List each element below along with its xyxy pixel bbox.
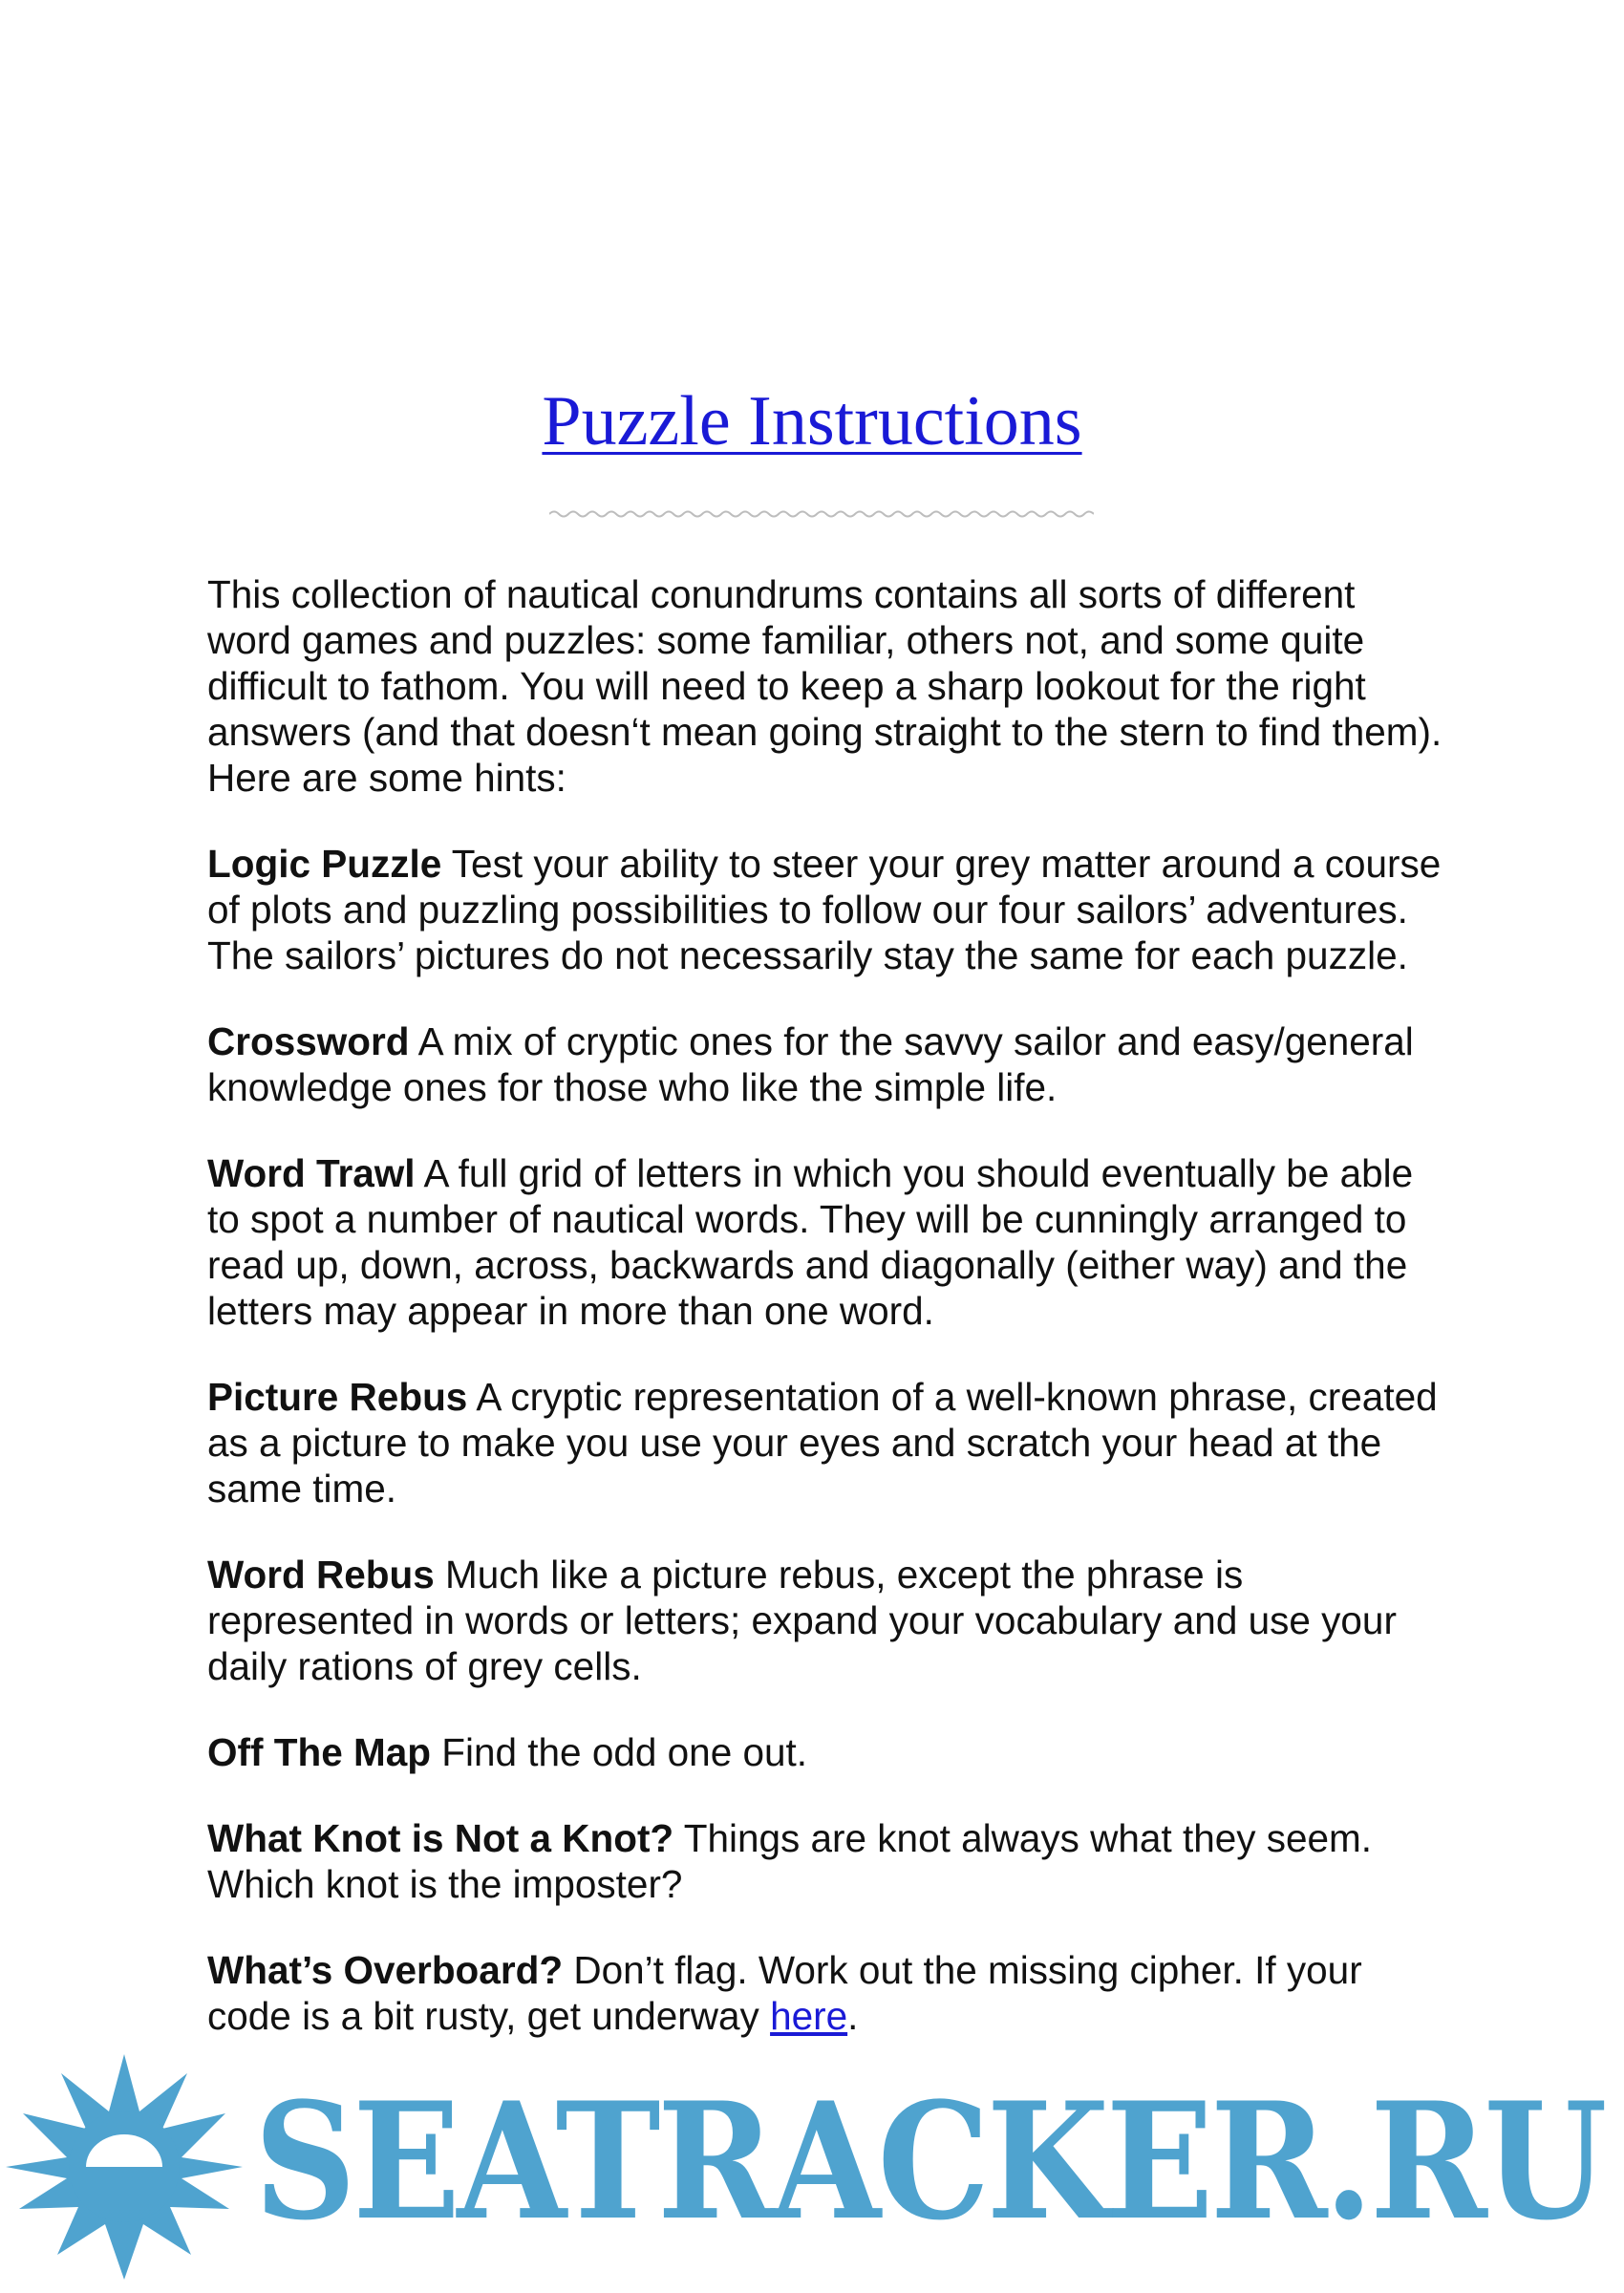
sun-icon xyxy=(0,2054,248,2293)
intro-paragraph: This collection of nautical conundrums contains all sorts of different word games and puzzles: some familiar, others not, and some quite difficult to fathom. You will need to keep a sharp lookout for the right answers (and that doesn‘t mean going straight to the stern to find them). Here are some hints: xyxy=(207,572,1442,800)
instructions-body xyxy=(207,571,1449,2079)
section-word-trawl xyxy=(207,1150,1449,1334)
section-heading: Word Rebus xyxy=(207,1553,435,1597)
section-text: A cryptic representation of a well-known phrase, created as a picture to make you use your eyes and scratch your head at the same time. xyxy=(207,1375,1438,1511)
section-text: A full grid of letters in which you should eventually be able to spot a number of nautical words. They will be cunningly arranged to read up, down, across, backwards and diagonally (either way) and the letters may appear in more than one word. xyxy=(207,1151,1414,1333)
section-picture-rebus xyxy=(207,1374,1449,1511)
watermark-text: SEATRACKER.RU xyxy=(254,2067,1604,2256)
section-what-knot xyxy=(207,1815,1449,1907)
section-text: A mix of cryptic ones for the savvy sailor and easy/general knowledge ones for those who like the simple life. xyxy=(207,1019,1414,1109)
section-off-the-map xyxy=(207,1729,1449,1775)
section-text: Test your ability to steer your grey matter around a course of plots and puzzling possibilities to follow our four sailors’ adventures. The sailors’ pictures do not necessarily stay the same for each puzzle. xyxy=(207,842,1442,977)
section-text: Much like a picture rebus, except the phrase is represented in words or letters; expand your vocabulary and use your daily rations of grey cells. xyxy=(207,1553,1397,1688)
section-heading: What’s Overboard? xyxy=(207,1948,564,1992)
page-title xyxy=(0,382,1624,461)
section-heading: Off The Map xyxy=(207,1730,431,1774)
section-word-rebus xyxy=(207,1552,1449,1689)
section-text: Find the odd one out. xyxy=(430,1730,808,1774)
section-crossword xyxy=(207,1018,1449,1110)
section-heading: Word Trawl xyxy=(207,1151,416,1195)
trailing-period: . xyxy=(847,1994,859,2038)
here-link[interactable]: here xyxy=(770,1994,848,2038)
section-logic-puzzle xyxy=(207,841,1449,978)
section-heading: Logic Puzzle xyxy=(207,842,442,886)
title-link[interactable]: Puzzle Instructions xyxy=(542,382,1082,461)
section-heading: Picture Rebus xyxy=(207,1375,468,1419)
section-whats-overboard xyxy=(207,1947,1449,2039)
wavy-divider xyxy=(549,508,1094,520)
section-heading: Crossword xyxy=(207,1019,410,1063)
section-heading: What Knot is Not a Knot? xyxy=(207,1816,674,1860)
section-text: Things are knot always what they seem. Which knot is the imposter? xyxy=(207,1816,1373,1906)
section-text: Don’t flag. Work out the missing cipher. If your code is a bit rusty, get underway xyxy=(207,1948,1362,2038)
